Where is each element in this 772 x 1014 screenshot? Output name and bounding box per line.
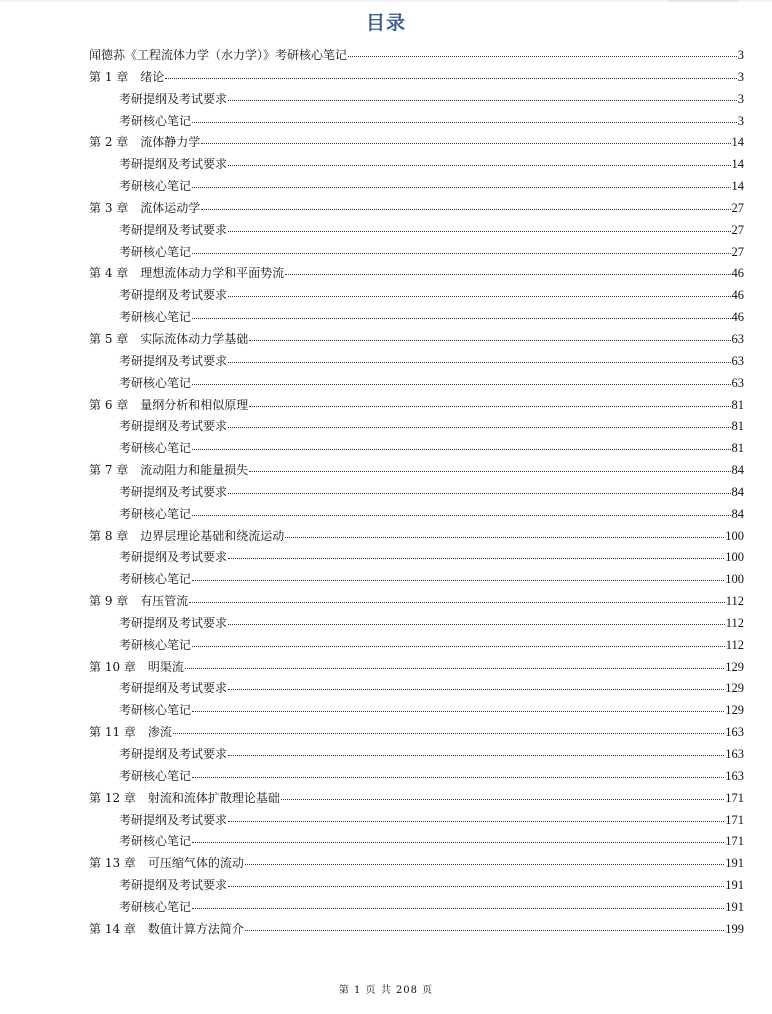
toc-entry-label: 考研核心笔记 — [119, 310, 192, 325]
toc-subentry[interactable] — [89, 89, 744, 111]
toc-entry-page-number: 191 — [725, 878, 744, 893]
toc-entry-label: 第 10 章 明渠流 — [89, 659, 184, 674]
toc-subentry[interactable] — [89, 154, 744, 176]
toc-entry-label: 第 6 章 量纲分析和相似原理 — [89, 397, 249, 412]
toc-entry-label: 考研核心笔记 — [119, 703, 192, 718]
toc-leader-dots — [192, 571, 724, 583]
toc-entry-label: 考研核心笔记 — [119, 179, 192, 194]
toc-entry[interactable] — [89, 198, 744, 220]
toc-leader-dots — [192, 440, 730, 452]
toc-leader-dots — [189, 593, 724, 605]
toc-entry[interactable] — [89, 67, 744, 89]
toc-entry-page-number: 14 — [731, 179, 744, 194]
toc-entry-label: 考研提纲及考试要求 — [119, 157, 228, 172]
table-of-contents — [89, 45, 744, 941]
toc-entry-page-number: 63 — [731, 375, 744, 390]
toc-entry[interactable] — [89, 591, 744, 613]
toc-leader-dots — [192, 309, 730, 321]
toc-leader-dots — [228, 353, 730, 365]
toc-entry[interactable] — [89, 395, 744, 417]
toc-leader-dots — [228, 222, 730, 234]
toc-subentry[interactable] — [89, 438, 744, 460]
toc-subentry[interactable] — [89, 613, 744, 635]
toc-entry-page-number: 171 — [725, 812, 744, 827]
toc-subentry[interactable] — [89, 504, 744, 526]
toc-entry-page-number: 63 — [731, 331, 744, 346]
toc-entry-label: 第 14 章 数值计算方法简介 — [89, 921, 244, 936]
toc-entry-page-number: 163 — [725, 725, 744, 740]
toc-entry-label: 考研核心笔记 — [119, 441, 192, 456]
toc-entry-page-number: 199 — [725, 921, 744, 936]
toc-entry-label: 考研提纲及考试要求 — [119, 550, 228, 565]
toc-entry-label: 考研提纲及考试要求 — [119, 812, 228, 827]
toc-entry-label: 第 4 章 理想流体动力学和平面势流 — [89, 266, 285, 281]
toc-entry-label: 考研提纲及考试要求 — [119, 681, 228, 696]
toc-subentry[interactable] — [89, 678, 744, 700]
toc-entry[interactable] — [89, 657, 744, 679]
toc-subentry[interactable] — [89, 831, 744, 853]
toc-leader-dots — [192, 113, 737, 125]
toc-entry-label: 第 3 章 流体运动学 — [89, 200, 201, 215]
toc-entry-page-number: 129 — [725, 659, 744, 674]
toc-entry-page-number: 81 — [731, 441, 744, 456]
toc-entry-page-number: 129 — [725, 703, 744, 718]
toc-subentry[interactable] — [89, 810, 744, 832]
toc-leader-dots — [201, 134, 730, 146]
toc-entry[interactable] — [89, 45, 744, 67]
toc-subentry[interactable] — [89, 635, 744, 657]
toc-entry-label: 第 1 章 绪论 — [89, 69, 165, 84]
toc-entry-page-number: 171 — [725, 790, 744, 805]
toc-subentry[interactable] — [89, 416, 744, 438]
toc-entry-page-number: 129 — [725, 681, 744, 696]
toc-entry-page-number: 112 — [725, 637, 744, 652]
toc-entry-label: 闻德荪《工程流体力学（水力学）》考研核心笔记 — [89, 48, 348, 62]
toc-subentry[interactable] — [89, 482, 744, 504]
toc-entry[interactable] — [89, 919, 744, 941]
toc-leader-dots — [228, 418, 730, 430]
toc-entry-label: 第 12 章 射流和流体扩散理论基础 — [89, 790, 280, 805]
toc-leader-dots — [228, 91, 737, 103]
toc-entry-label: 考研提纲及考试要求 — [119, 288, 228, 303]
toc-subentry[interactable] — [89, 547, 744, 569]
toc-entry[interactable] — [89, 788, 744, 810]
toc-entry-label: 考研提纲及考试要求 — [119, 353, 228, 368]
toc-entry-label: 第 9 章 有压管流 — [89, 594, 189, 609]
toc-leader-dots — [228, 812, 724, 824]
toc-leader-dots — [192, 768, 724, 780]
toc-entry-page-number: 163 — [725, 747, 744, 761]
toc-entry-label: 考研核心笔记 — [119, 572, 192, 587]
toc-entry[interactable] — [89, 722, 744, 744]
toc-entry-page-number: 112 — [725, 615, 744, 630]
toc-entry-page-number: 27 — [731, 244, 744, 259]
toc-leader-dots — [228, 615, 725, 627]
toc-leader-dots — [228, 156, 730, 168]
toc-entry-page-number: 100 — [725, 528, 744, 543]
toc-entry-page-number: 46 — [731, 288, 744, 303]
toc-subentry[interactable] — [89, 242, 744, 264]
toc-entry-label: 考研提纲及考试要求 — [119, 878, 228, 893]
toc-leader-dots — [285, 265, 730, 277]
toc-entry-label: 考研核心笔记 — [119, 899, 192, 914]
toc-entry-label: 第 8 章 边界层理论基础和绕流运动 — [89, 528, 285, 543]
toc-leader-dots — [249, 331, 730, 343]
toc-leader-dots — [245, 921, 724, 933]
toc-entry-page-number: 3 — [737, 69, 744, 84]
toc-leader-dots — [228, 484, 730, 496]
toc-entry-label: 考研核心笔记 — [119, 244, 192, 259]
toc-leader-dots — [173, 724, 724, 736]
toc-entry-page-number: 3 — [737, 48, 744, 62]
page-footer: 第 1 页 共 208 页 — [338, 985, 434, 996]
toc-entry[interactable] — [89, 329, 744, 351]
toc-entry-page-number: 3 — [737, 91, 744, 106]
toc-leader-dots — [228, 287, 730, 299]
toc-entry-label: 第 11 章 渗流 — [89, 725, 172, 740]
toc-entry-page-number: 191 — [725, 899, 744, 914]
toc-leader-dots — [185, 659, 724, 671]
toc-subentry[interactable] — [89, 700, 744, 722]
toc-leader-dots — [201, 200, 730, 212]
page-title: 目录 — [365, 12, 406, 34]
toc-entry-label: 考研提纲及考试要求 — [119, 419, 228, 434]
toc-leader-dots — [285, 528, 724, 540]
toc-subentry[interactable] — [89, 766, 744, 788]
toc-entry-label: 考研核心笔记 — [119, 506, 192, 521]
toc-leader-dots — [348, 47, 737, 59]
toc-entry-page-number: 63 — [731, 353, 744, 368]
toc-entry-page-number: 163 — [725, 768, 744, 783]
toc-leader-dots — [192, 637, 725, 649]
toc-subentry[interactable] — [89, 220, 744, 242]
toc-entry-page-number: 84 — [731, 463, 744, 478]
toc-entry-label: 第 5 章 实际流体动力学基础 — [89, 331, 249, 346]
toc-subentry[interactable] — [89, 373, 744, 395]
toc-entry-label: 考研核心笔记 — [119, 113, 192, 128]
toc-leader-dots — [192, 178, 730, 190]
toc-leader-dots — [192, 375, 730, 387]
viewer-tab[interactable] — [668, 0, 738, 2]
toc-leader-dots — [228, 549, 724, 561]
toc-leader-dots — [281, 790, 724, 802]
toc-leader-dots — [192, 702, 724, 714]
toc-entry-page-number: 81 — [731, 397, 744, 412]
toc-entry-page-number: 100 — [725, 572, 744, 587]
toc-leader-dots — [249, 462, 730, 474]
toc-entry-label: 考研提纲及考试要求 — [119, 615, 228, 630]
toc-leader-dots — [192, 833, 724, 845]
toc-entry-label: 考研核心笔记 — [119, 768, 192, 783]
toc-entry-page-number: 100 — [725, 550, 744, 565]
toc-leader-dots — [249, 397, 730, 409]
toc-entry-page-number: 112 — [725, 594, 744, 609]
toc-leader-dots — [245, 855, 724, 867]
toc-entry[interactable] — [89, 132, 744, 154]
toc-entry-label: 第 7 章 流动阻力和能量损失 — [89, 463, 249, 478]
toc-subentry[interactable] — [89, 176, 744, 198]
toc-entry-page-number: 84 — [731, 506, 744, 521]
toc-entry-label: 考研提纲及考试要求 — [119, 484, 228, 499]
toc-leader-dots — [192, 899, 724, 911]
toc-entry-page-number: 46 — [731, 266, 744, 281]
toc-entry-label: 考研提纲及考试要求 — [119, 91, 228, 106]
toc-entry-label: 第 2 章 流体静力学 — [89, 135, 201, 150]
toc-entry-page-number: 14 — [731, 157, 744, 172]
toc-entry-page-number: 191 — [725, 856, 744, 871]
toc-leader-dots — [192, 506, 730, 518]
toc-entry-page-number: 27 — [731, 200, 744, 215]
toc-subentry[interactable] — [89, 744, 744, 766]
toc-entry-page-number: 84 — [731, 484, 744, 499]
toc-entry-page-number: 27 — [731, 222, 744, 237]
toc-leader-dots — [228, 877, 724, 889]
toc-subentry[interactable] — [89, 111, 744, 133]
toc-entry-label: 考研核心笔记 — [119, 637, 192, 652]
toc-leader-dots — [165, 69, 736, 81]
toc-entry-label: 考研提纲及考试要求 — [119, 222, 228, 237]
toc-entry-page-number: 171 — [725, 834, 744, 849]
toc-entry[interactable] — [89, 460, 744, 482]
toc-entry-page-number: 14 — [731, 135, 744, 150]
toc-entry[interactable] — [89, 853, 744, 875]
toc-subentry[interactable] — [89, 351, 744, 373]
toc-entry-label: 第 13 章 可压缩气体的流动 — [89, 856, 244, 871]
toc-entry-page-number: 46 — [731, 310, 744, 325]
toc-entry-label: 考研核心笔记 — [119, 834, 192, 849]
toc-leader-dots — [228, 680, 724, 692]
toc-subentry[interactable] — [89, 569, 744, 591]
toc-entry-page-number: 3 — [737, 113, 744, 128]
toc-subentry[interactable] — [89, 285, 744, 307]
viewer-top-bar — [0, 0, 772, 2]
toc-entry-label: 考研提纲及考试要求 — [119, 747, 228, 761]
toc-subentry[interactable] — [89, 307, 744, 329]
toc-entry-page-number: 81 — [731, 419, 744, 434]
toc-leader-dots — [192, 244, 730, 256]
toc-entry[interactable] — [89, 263, 744, 285]
toc-entry-label: 考研核心笔记 — [119, 375, 192, 390]
toc-subentry[interactable] — [89, 897, 744, 919]
toc-entry[interactable] — [89, 526, 744, 548]
toc-leader-dots — [228, 746, 724, 758]
toc-subentry[interactable] — [89, 875, 744, 897]
